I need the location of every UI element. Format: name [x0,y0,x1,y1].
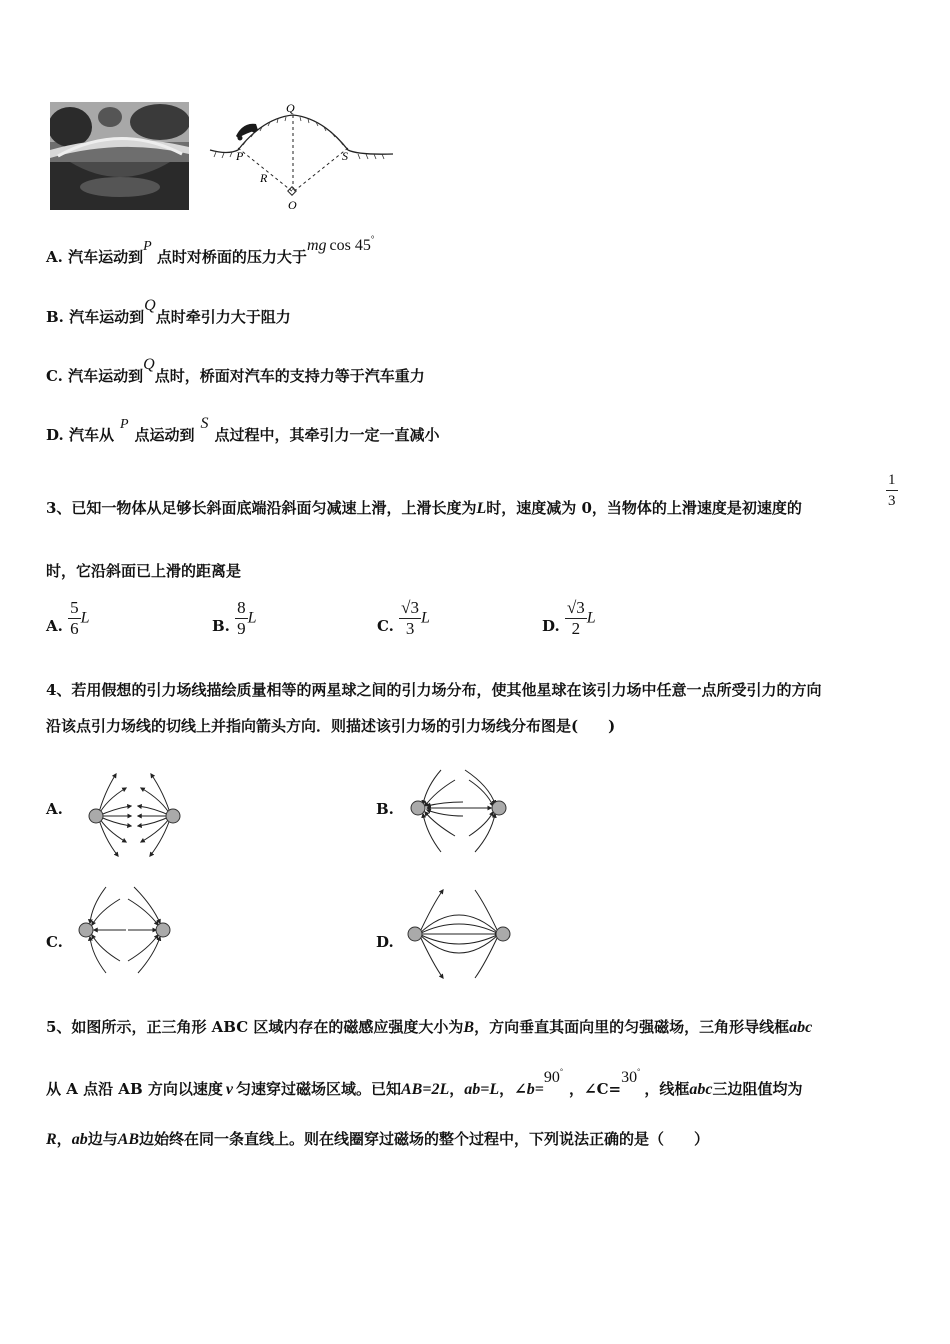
label-Q: Q [286,101,295,115]
q3-option-c: C. $\frac{√3}{3}$ L [377,598,430,638]
q2-option-a: A. 汽车运动到P 点时对桥面的压力大于mg cos 45° [46,234,375,266]
label-S: S [342,149,348,163]
field-diagram-a [76,768,191,860]
q5-line2: 从 A 点沿 AB 方向以速度 v 匀速穿过磁场区域。已知AB=2L，ab=L，∠b=90°，∠C=30°，线框abc三边阻值均为 [46,1067,803,1098]
q3-stem-line2: 时，它沿斜面已上滑的距离是 [46,562,242,580]
label-P: P [236,149,244,163]
field-diagram-b [403,766,518,858]
q2-option-d: D. 汽车从P点运动到S点过程中，其牵引力一定一直减小 [46,415,440,444]
q3-stem-line1: 3、已知一物体从足够长斜面底端沿斜面匀减速上滑，上滑长度为L时，速度减为 0，当物体的上滑速度是初速度的 [46,499,802,517]
q2-option-c: C. 汽车运动到Q点时，桥面对汽车的支持力等于汽车重力 [46,356,425,385]
arc-bridge-diagram [208,100,398,215]
q3-option-d: D. $\frac{√3}{2}$ L [542,598,596,638]
q4-stem-line2: 沿该点引力场线的切线上并指向箭头方向．则描述该引力场的引力场线分布图是( ) [46,717,616,735]
q2-option-b: B. 汽车运动到Q点时牵引力大于阻力 [46,297,291,326]
label-R: R [260,171,268,185]
field-diagram-d [403,884,518,979]
q3-option-b: B. $\frac{8}{9}$ L [212,598,257,638]
q4-option-c-label: C. [46,933,63,951]
q5-line1: 5、如图所示，正三角形 ABC 区域内存在的磁感应强度大小为B，方向垂直其面向里的匀强磁场，三角形导线框abc [46,1018,813,1036]
q4-option-d-label: D. [376,933,394,951]
q3-fraction: $\frac{1}{3}$ [888,472,896,509]
field-diagram-c [76,883,191,975]
q4-option-b-label: B. [376,800,394,818]
label-O: O [288,198,297,212]
bridge-photo [50,102,189,210]
q4-option-a-label: A. [46,800,63,818]
q4-stem-line1: 4、若用假想的引力场线描绘质量相等的两星球之间的引力场分布，使其他星球在该引力场中任意一点所受引力的方向 [46,681,822,699]
q3-option-a: A. $\frac{5}{6}$ L [46,598,90,638]
q5-line3: R，ab边与AB边始终在同一条直线上。则在线圈穿过磁场的整个过程中，下列说法正确的是（ ） [46,1130,710,1148]
